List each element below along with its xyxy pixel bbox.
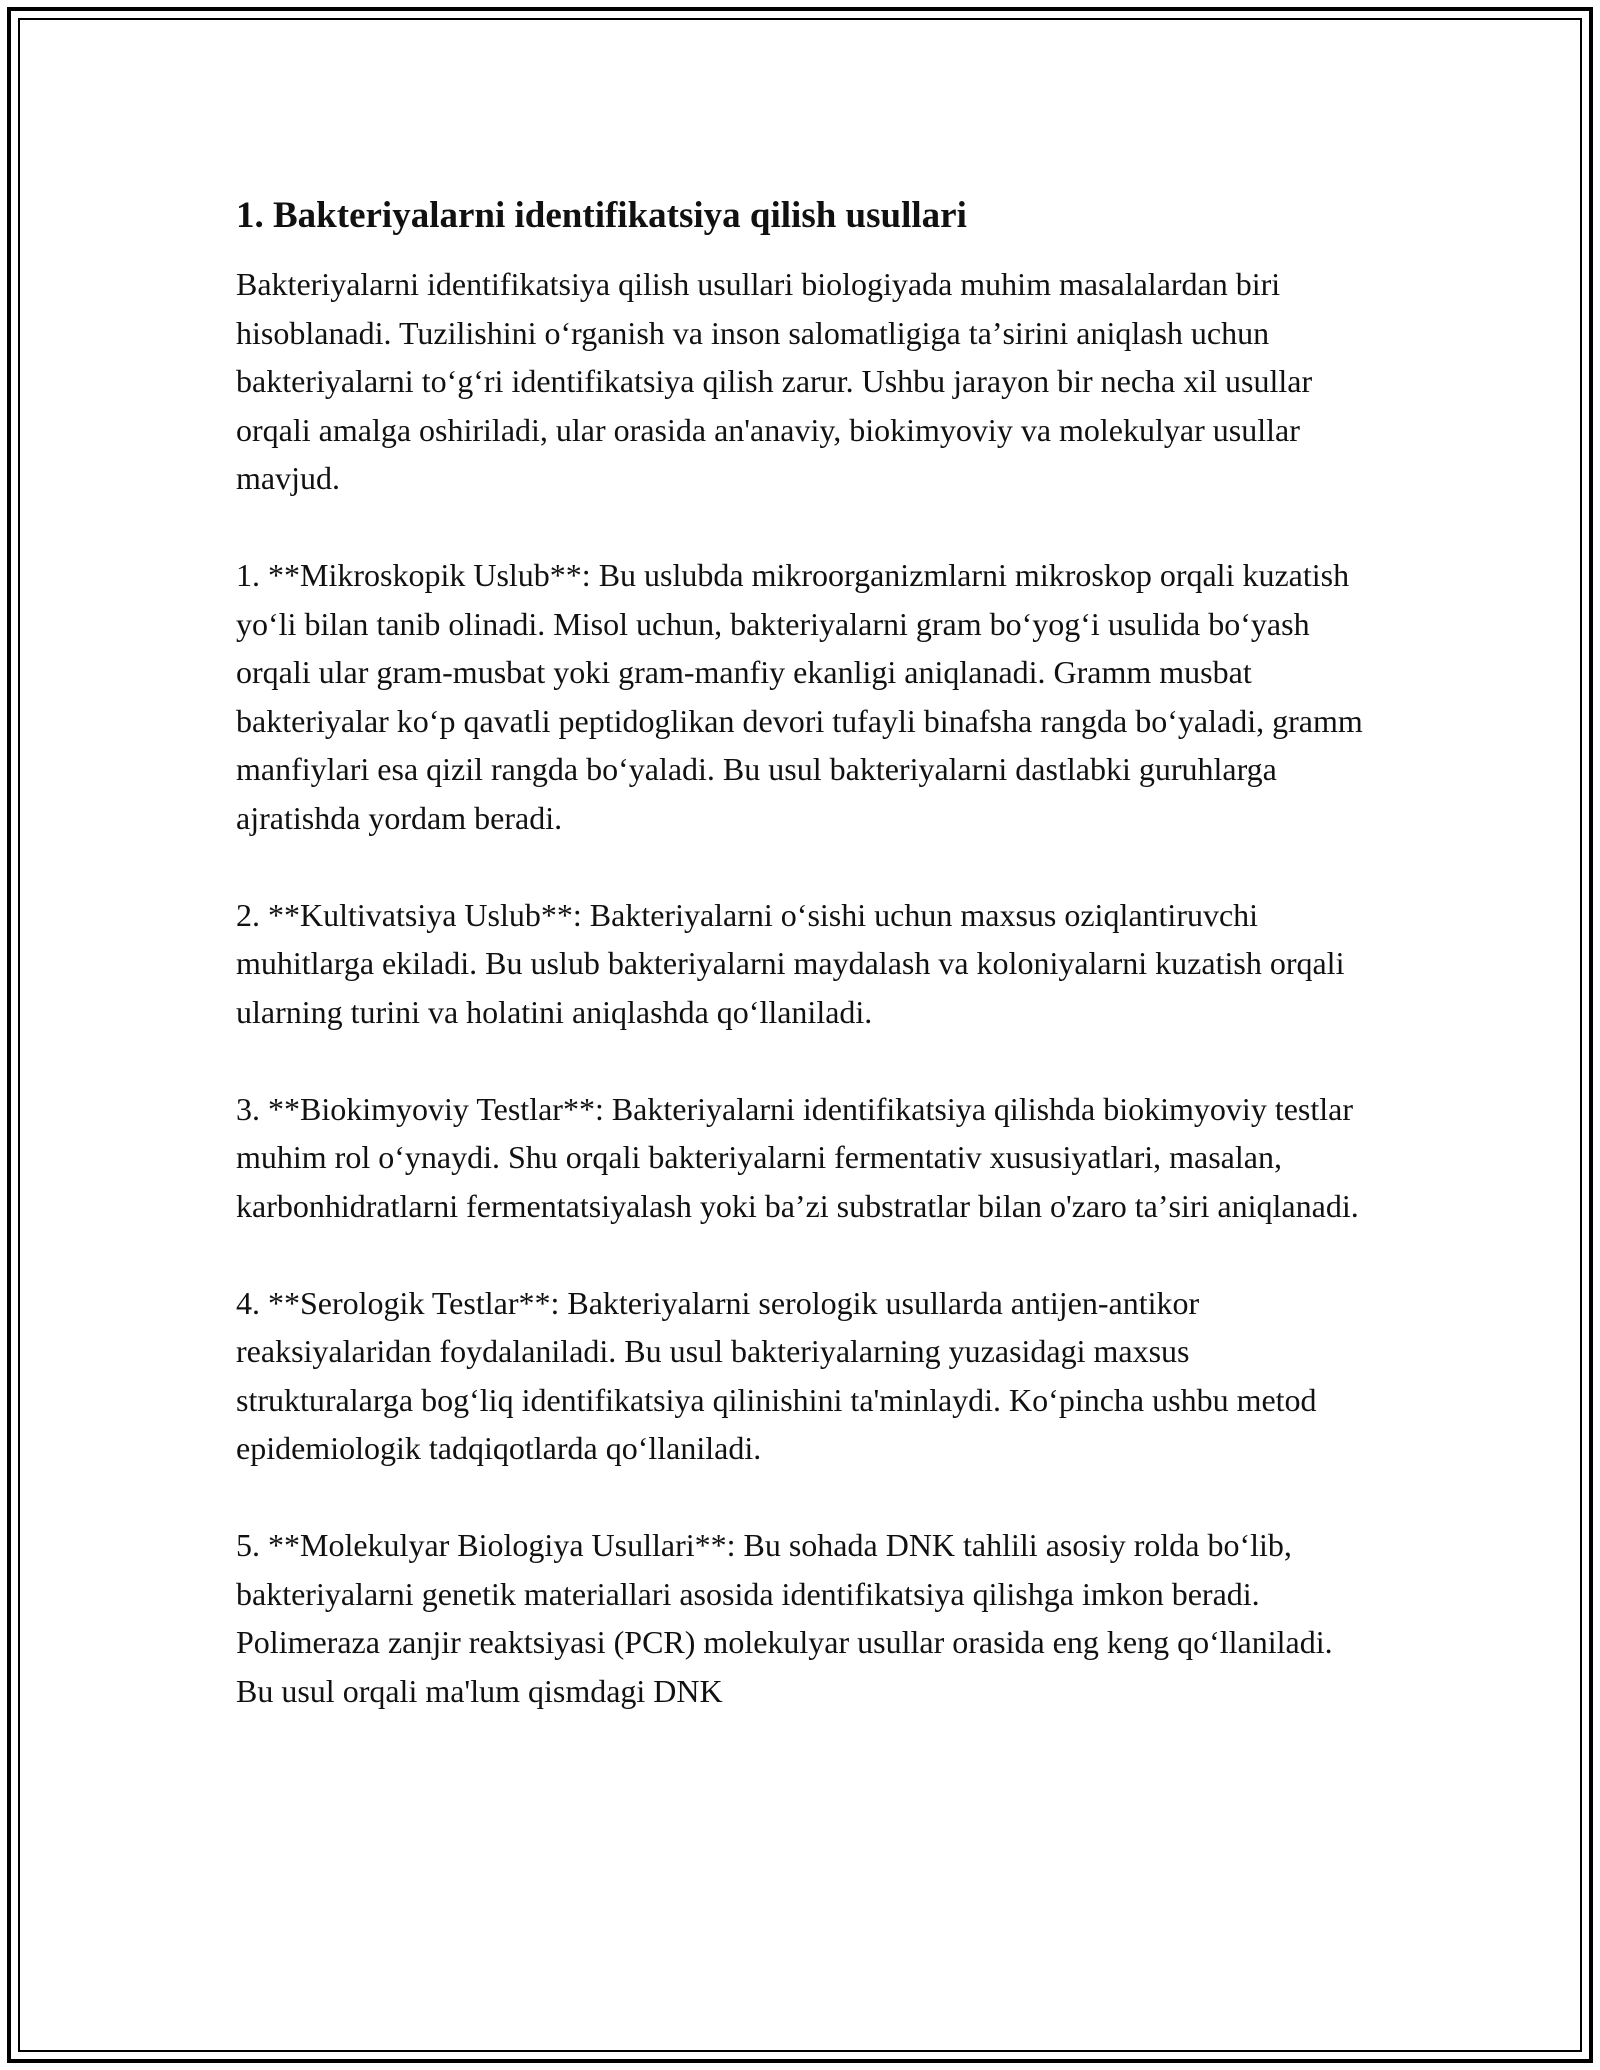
paragraph-cultivation-method: 2. **Kultivatsiya Uslub**: Bakteriyalarni oʻsishi uchun maxsus oziqlantiruvchi muhitlarga ekiladi. Bu uslub bakteriyalarni maydalash va koloniyalarni kuzatish orqali ularning turini va holatini aniqlashda qoʻllaniladi. <box>236 896 1345 1030</box>
paragraph-biochemical-tests: 3. **Biokimyoviy Testlar**: Bakteriyalarni identifikatsiya qilishda biokimyoviy testlar muhim rol oʻynaydi. Shu orqali bakteriyalarni fermentativ xususiyatlari, masalan, karbonhidratlarni fermentatsiyalash yoki baʼzi substratlar bilan o'zaro taʼsiri aniqlanadi. <box>236 1090 1359 1224</box>
paragraph-molecular-methods: 5. **Molekulyar Biologiya Usullari**: Bu sohada DNK tahlili asosiy rolda boʻlib, bakteriyalarni genetik materiallari asosida identifikatsiya qilishga imkon beradi. Polimeraza zanjir reaktsiyasi (PCR) molekulyar usullar orasida eng keng qoʻllaniladi. Bu usul orqali ma'lum qismdagi DNK <box>236 1527 1333 1709</box>
document-body <box>236 186 1366 1764</box>
document-title: 1. Bakteriyalarni identifikatsiya qilish usullari <box>236 195 967 236</box>
intro-paragraph: Bakteriyalarni identifikatsiya qilish usullari biologiyada muhim masalalardan biri hisoblanadi. Tuzilishini oʻrganish va inson salomatligiga taʼsirini aniqlash uchun bakteriyalarni toʻgʻri identifikatsiya qilish zarur. Ushbu jarayon bir necha xil usullar orqali amalga oshiriladi, ular orasida an'anaviy, biokimyoviy va molekulyar usullar mavjud. <box>236 266 1313 496</box>
paragraph-serological-tests: 4. **Serologik Testlar**: Bakteriyalarni serologik usullarda antijen-antikor reaksiyalaridan foydalaniladi. Bu usul bakteriyalarning yuzasidagi maxsus strukturalarga bogʻliq identifikatsiya qilinishini ta'minlaydi. Koʻpincha ushbu metod epidemiologik tadqiqotlarda qoʻllaniladi. <box>236 1284 1317 1466</box>
paragraph-microscopic-method: 1. **Mikroskopik Uslub**: Bu uslubda mikroorganizmlarni mikroskop orqali kuzatish yoʻli bilan tanib olinadi. Misol uchun, bakteriyalarni gram boʻyogʻi usulida boʻyash orqali ular gram-musbat yoki gram-manfiy ekanligi aniqlanadi. Gramm musbat bakteriyalar koʻp qavatli peptidoglikan devori tufayli binafsha rangda boʻyaladi, gramm manfiylari esa qizil rangda boʻyaladi. Bu usul bakteriyalarni dastlabki guruhlarga ajratishda yordam beradi. <box>236 557 1363 836</box>
